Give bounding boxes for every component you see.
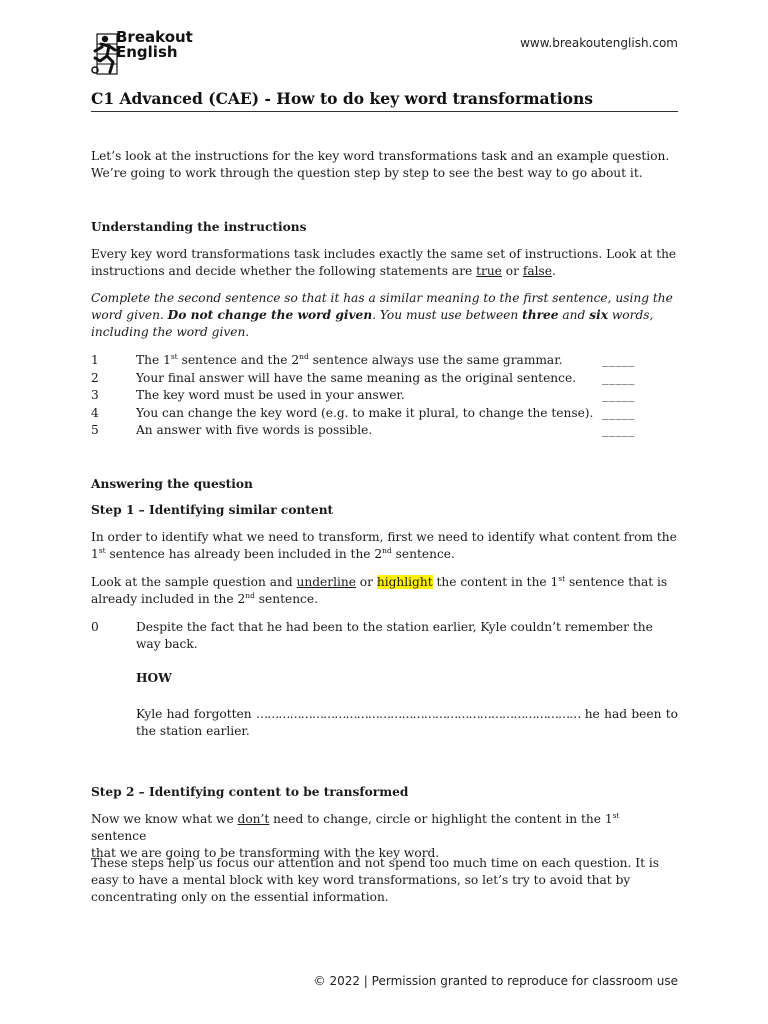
intro-line-1: Let’s look at the instructions for the key word transformations task and an example question.: [91, 149, 670, 163]
answering-heading: Answering the question: [91, 477, 253, 491]
statement-text: The key word must be used in your answer.: [136, 388, 405, 402]
step1-paragraph-2: [91, 574, 678, 608]
step1-p2-text: Look at the sample question and: [91, 575, 297, 589]
statement-number: 5: [91, 423, 99, 437]
ordinal-suffix: st: [558, 574, 566, 583]
instr-bold-3: six: [589, 308, 608, 322]
ordinal-suffix: nd: [299, 352, 309, 361]
title-divider: [91, 111, 678, 112]
statement-item: [91, 405, 678, 423]
step2-p2-line: These steps help us focus our attention and not spend too much time on each question. It is: [91, 856, 660, 870]
example-answer: [136, 706, 678, 740]
statement-text: You can change the key word (e.g. to make it plural, to change the tense).: [136, 405, 594, 420]
step1-paragraph-1: [91, 529, 678, 563]
period: .: [551, 264, 556, 278]
page-header: [91, 30, 678, 80]
ordinal-suffix: st: [612, 811, 620, 820]
ordinal-suffix: nd: [382, 546, 392, 555]
answer-gap-input[interactable]: ……………………………………………………………………………: [255, 707, 581, 721]
answer-blank[interactable]: _____: [602, 388, 635, 402]
statement-text: An answer with five words is possible.: [136, 423, 373, 437]
step2-p1-text: sentence: [91, 829, 147, 843]
true-word: true: [476, 264, 502, 278]
underline-word: underline: [296, 575, 356, 589]
statement-number: 1: [91, 353, 99, 367]
step1-p1-line-1: In order to identify what we need to transform, first we need to identify what content from the: [91, 530, 677, 544]
page-title: C1 Advanced (CAE) - How to do key word transformations: [91, 89, 593, 108]
ordinal-suffix: st: [98, 546, 106, 555]
instr-part-1: Complete the second sentence so that it has a similar meaning to the first sentence, using the word given.: [91, 291, 673, 322]
step1-p1-text: sentence has already been included in the 2: [105, 547, 383, 561]
statement-item: [91, 370, 678, 388]
site-url: www.breakoutenglish.com: [520, 36, 678, 50]
highlight-word: highlight: [376, 575, 433, 589]
step1-heading: Step 1 – Identifying similar content: [91, 503, 334, 517]
example-keyword: HOW: [136, 671, 172, 685]
step2-p2-line: easy to have a mental block with key word transformations, so let’s try to avoid that by: [91, 873, 631, 887]
intro-paragraph: [91, 148, 678, 182]
step1-p2-text: sentence that is: [565, 575, 668, 589]
answer-blank[interactable]: _____: [602, 423, 635, 437]
logo-line-2: English: [116, 43, 178, 61]
answer-blank[interactable]: _____: [602, 405, 635, 420]
example-sentence: Despite the fact that he had been to the station earlier, Kyle couldn’t remember the way back.: [136, 620, 653, 651]
step2-paragraph-2: [91, 855, 678, 906]
statement-text-part: sentence and the 2: [177, 353, 300, 367]
understanding-line-2: instructions and decide whether the following statements are: [91, 264, 477, 278]
statement-item: [91, 422, 678, 440]
answer-prefix: Kyle had forgotten: [136, 707, 256, 721]
answer-blank[interactable]: _____: [602, 370, 635, 385]
statement-number: 2: [91, 370, 99, 385]
logo-line-1: Breakout: [116, 28, 193, 46]
understanding-heading: Understanding the instructions: [91, 220, 307, 234]
step2-p1-text: Now we know what we: [91, 812, 238, 826]
statement-text: [136, 352, 563, 369]
copyright-footer: © 2022 | Permission granted to reproduce for classroom use: [313, 974, 678, 988]
step2-p1-text: need to change, circle or highlight the content in the 1: [269, 812, 613, 826]
statement-item: [91, 387, 678, 405]
instr-bold-1: Do not change the word given: [167, 308, 373, 322]
understanding-paragraph: [91, 246, 678, 280]
step2-p1-text: that we are going to be transforming with the key word.: [91, 846, 440, 860]
step1-p2-text: the content in the 1: [432, 575, 559, 589]
step1-p2-text: sentence.: [254, 592, 318, 606]
intro-line-2: We’re going to work through the question step by step to see the best way to go about it.: [91, 166, 643, 180]
logo-text: [116, 30, 193, 60]
statement-text: Your final answer will have the same meaning as the original sentence.: [136, 370, 577, 385]
step1-p1-text: sentence.: [391, 547, 455, 561]
instr-part-3: and: [558, 308, 590, 322]
step1-p1-text: 1: [91, 547, 99, 561]
example-number: 0: [91, 620, 99, 634]
answer-suffix: he had been to the station earlier.: [136, 707, 678, 738]
statement-list: [91, 352, 678, 440]
task-instructions: [91, 290, 678, 341]
step2-heading: Step 2 – Identifying content to be transformed: [91, 785, 409, 799]
step1-p2-text: already included in the 2: [91, 592, 246, 606]
worksheet-page: [91, 0, 678, 1024]
statement-number: 3: [91, 388, 99, 402]
ordinal-suffix: nd: [245, 591, 255, 600]
statement-text-part: The 1: [136, 353, 171, 367]
instr-part-4: words, including the word given.: [91, 308, 654, 339]
false-word: false: [522, 264, 552, 278]
breakout-english-logo: [91, 30, 211, 78]
answer-blank[interactable]: _____: [602, 353, 635, 367]
or-word: or: [501, 264, 523, 278]
step2-p2-line: concentrating only on the essential information.: [91, 890, 389, 904]
understanding-line-1: Every key word transformations task includes exactly the same set of instructions. Look at the: [91, 247, 677, 261]
statement-number: 4: [91, 405, 99, 420]
ordinal-suffix: st: [170, 352, 178, 361]
step1-p2-text: or: [355, 575, 377, 589]
instr-bold-2: three: [522, 308, 559, 322]
dont-word: don’t: [237, 812, 270, 826]
instr-part-2: . You must use between: [372, 308, 523, 322]
statement-item: [91, 352, 678, 370]
statement-text-part: sentence always use the same grammar.: [308, 353, 563, 367]
